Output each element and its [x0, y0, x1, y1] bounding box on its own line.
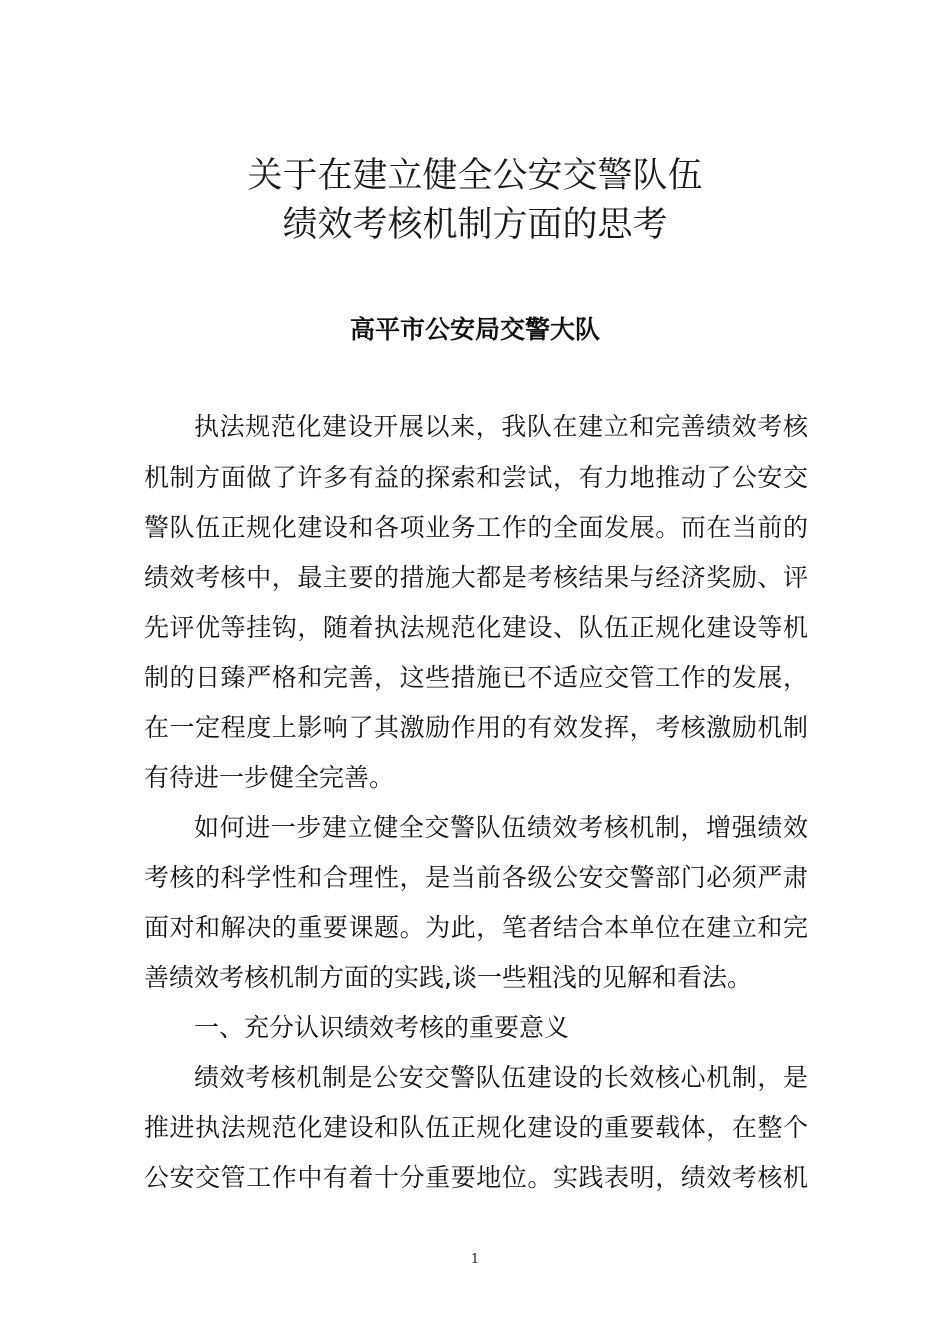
paragraph-1-line-3: 警队伍正规化建设和各项业务工作的全面发展。而在当前的 — [144, 513, 808, 542]
paragraph-2-line-2: 考核的科学性和合理性，是当前各级公安交警部门必须严肃 — [144, 863, 808, 892]
paragraph-3-line-3: 公安交管工作中有着十分重要地位。实践表明，绩效考核机 — [144, 1163, 808, 1192]
paragraph-1-line-4: 绩效考核中，最主要的措施大都是考核结果与经济奖励、评 — [144, 563, 808, 592]
paragraph-1-line-5: 先评优等挂钩，随着执法规范化建设、队伍正规化建设等机 — [144, 613, 808, 642]
document-title-line-1: 关于在建立健全公安交警队伍 — [247, 156, 703, 196]
section-heading: 一、充分认识绩效考核的重要意义 — [194, 1013, 570, 1042]
paragraph-3-line-2: 推进执法规范化建设和队伍正规化建设的重要载体，在整个 — [144, 1113, 808, 1142]
paragraph-2-line-3: 面对和解决的重要课题。为此，笔者结合本单位在建立和完 — [144, 913, 808, 942]
page-number: 1 — [470, 1252, 480, 1267]
paragraph-1-line-1: 执法规范化建设开展以来，我队在建立和完善绩效考核 — [194, 412, 808, 441]
document-author: 高平市公安局交警大队 — [349, 315, 600, 344]
paragraph-3-line-1: 绩效考核机制是公安交警队伍建设的长效核心机制，是 — [194, 1063, 808, 1092]
paragraph-2-line-1: 如何进一步建立健全交警队伍绩效考核机制，增强绩效 — [194, 813, 808, 842]
paragraph-2-line-4: 善绩效考核机制方面的实践,谈一些粗浅的见解和看法。 — [144, 963, 752, 992]
document-title-line-2: 绩效考核机制方面的思考 — [282, 205, 668, 245]
paragraph-1-line-2: 机制方面做了许多有益的探索和尝试，有力地推动了公安交 — [144, 463, 808, 492]
paragraph-1-line-8: 有待进一步健全完善。 — [144, 763, 395, 792]
paragraph-1-line-6: 制的日臻严格和完善，这些措施已不适应交管工作的发展， — [144, 663, 808, 692]
paragraph-1-line-7: 在一定程度上影响了其激励作用的有效发挥，考核激励机制 — [144, 713, 808, 742]
